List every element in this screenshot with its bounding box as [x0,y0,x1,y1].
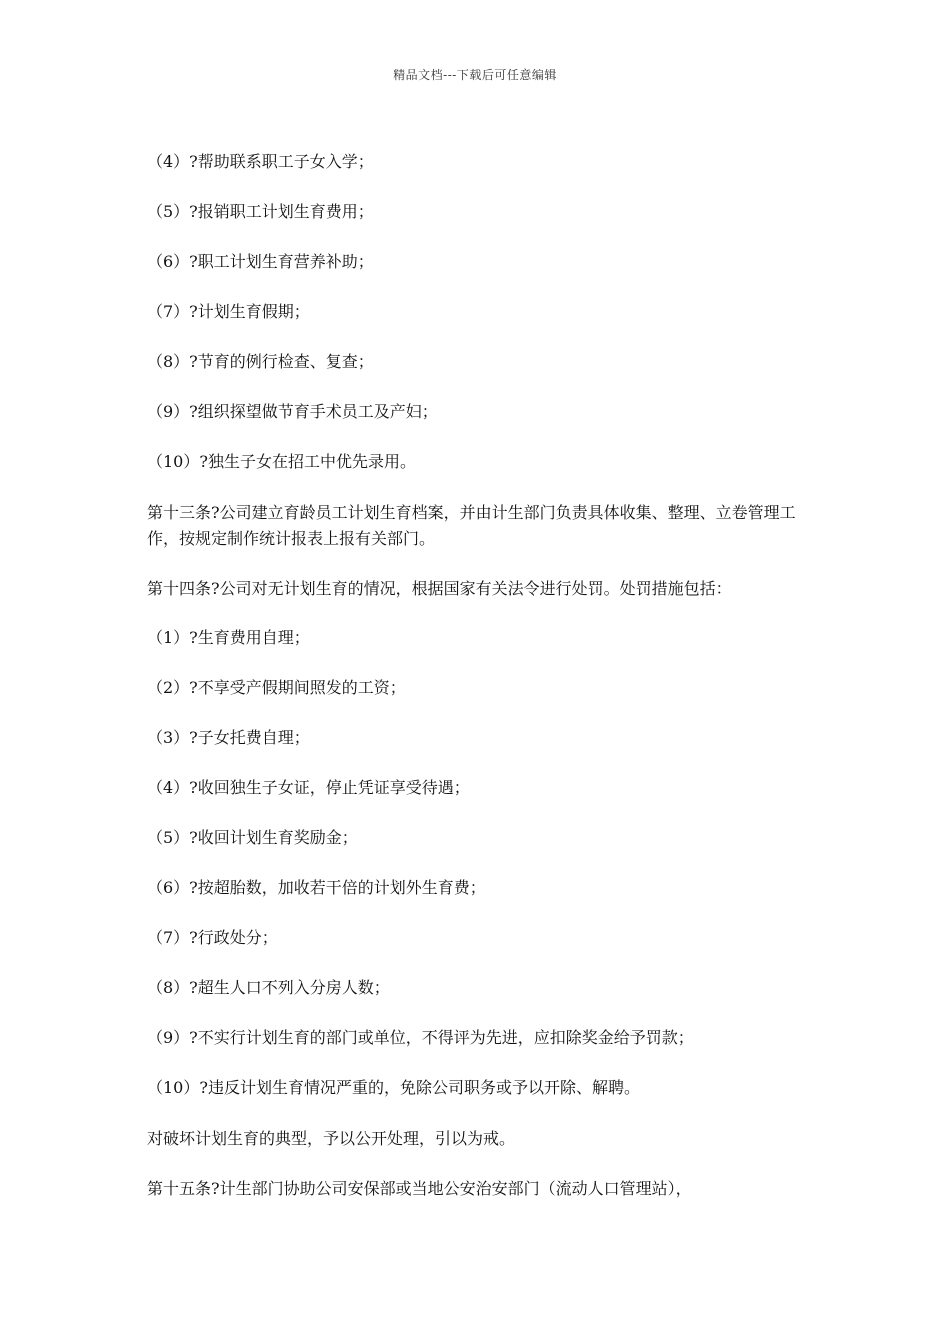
list-item: （3）?子女托费自理； [147,728,310,747]
list-item: （6）?按超胎数，加收若干倍的计划外生育费； [147,878,486,897]
list-item: （9）?组织探望做节育手术员工及产妇； [147,402,438,421]
list-item: （4）?帮助联系职工子女入学； [147,152,374,171]
list-item: （10）?违反计划生育情况严重的，免除公司职务或予以开除、解聘。 [147,1078,640,1097]
list-item: （10）?独生子女在招工中优先录用。 [147,452,416,471]
list-item: （6）?职工计划生育营养补助； [147,252,374,271]
list-item: （8）?节育的例行检查、复查； [147,352,374,371]
list-item: （8）?超生人口不列入分房人数； [147,978,390,997]
list-item: （5）?报销职工计划生育费用； [147,202,374,221]
list-item: （7）?行政处分； [147,928,278,947]
article-13-paragraph: 第十三条?公司建立育龄员工计划生育档案，并由计生部门负责具体收集、整理、立卷管理工作，按规定制作统计报表上报有关部门。 [147,503,796,548]
list-item: （4）?收回独生子女证，停止凭证享受待遇； [147,778,470,797]
article-14-paragraph: 第十四条?公司对无计划生育的情况，根据国家有关法令进行处罚。处罚措施包括： [147,579,732,598]
list-item: （2）?不享受产假期间照发的工资； [147,678,406,697]
closing-paragraph: 对破坏计划生育的典型，予以公开处理，引以为戒。 [147,1129,516,1148]
list-item: （5）?收回计划生育奖励金； [147,828,358,847]
list-item: （1）?生育费用自理； [147,628,310,647]
document-body [147,150,827,1226]
article-15-paragraph: 第十五条?计生部门协助公司安保部或当地公安治安部门（流动人口管理站）， [147,1179,692,1198]
list-item: （9）?不实行计划生育的部门或单位，不得评为先进，应扣除奖金给予罚款； [147,1028,694,1047]
page-header: 精品文档---下载后可任意编辑 [393,68,557,82]
list-item: （7）?计划生育假期； [147,302,310,321]
